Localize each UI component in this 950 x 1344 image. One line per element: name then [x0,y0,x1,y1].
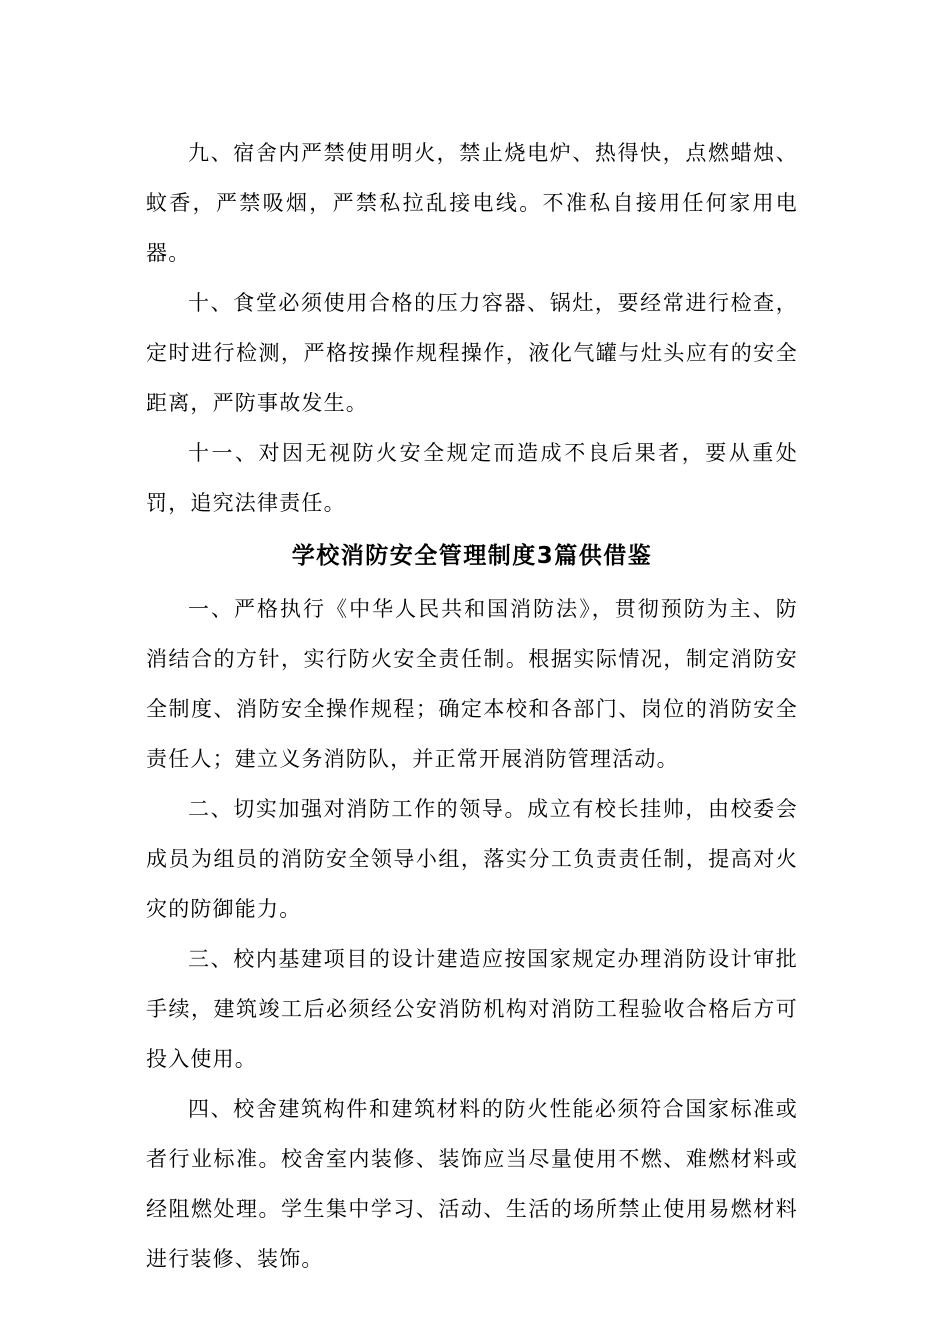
paragraph-1: 一、严格执行《中华人民共和国消防法》，贯彻预防为主、防消结合的方针，实行防火安全责任制。根据实际情况，制定消防安全制度、消防安全操作规程；确定本校和各部门、岗位的消防安全责任人；建立义务消防队，并正常开展消防管理活动。 [146,597,798,771]
document-page [146,128,798,1284]
paragraph-3: 三、校内基建项目的设计建造应按国家规定办理消防设计审批手续，建筑竣工后必须经公安消防机构对消防工程验收合格后方可投入使用。 [146,947,798,1071]
document-title: 学校消防安全管理制度3篇供借鉴 [291,543,653,569]
paragraph-11: 十一、对因无视防火安全规定而造成不良后果者，要从重处罚，追究法律责任。 [146,441,798,515]
paragraph-9: 九、宿舍内严禁使用明火，禁止烧电炉、热得快，点燃蜡烛、蚊香，严禁吸烟，严禁私拉乱接电线。不准私自接用任何家用电器。 [146,141,798,265]
paragraph-10: 十、食堂必须使用合格的压力容器、锅灶，要经常进行检查，定时进行检测，严格按操作规程操作，液化气罐与灶头应有的安全距离，严防事故发生。 [146,291,798,415]
paragraph-2: 二、切实加强对消防工作的领导。成立有校长挂帅，由校委会成员为组员的消防安全领导小组，落实分工负责责任制，提高对火灾的防御能力。 [146,797,798,921]
paragraph-4: 四、校舍建筑构件和建筑材料的防火性能必须符合国家标准或者行业标准。校舍室内装修、装饰应当尽量使用不燃、难燃材料或经阻燃处理。学生集中学习、活动、生活的场所禁止使用易燃材料进行装修、装饰。 [146,1097,798,1271]
